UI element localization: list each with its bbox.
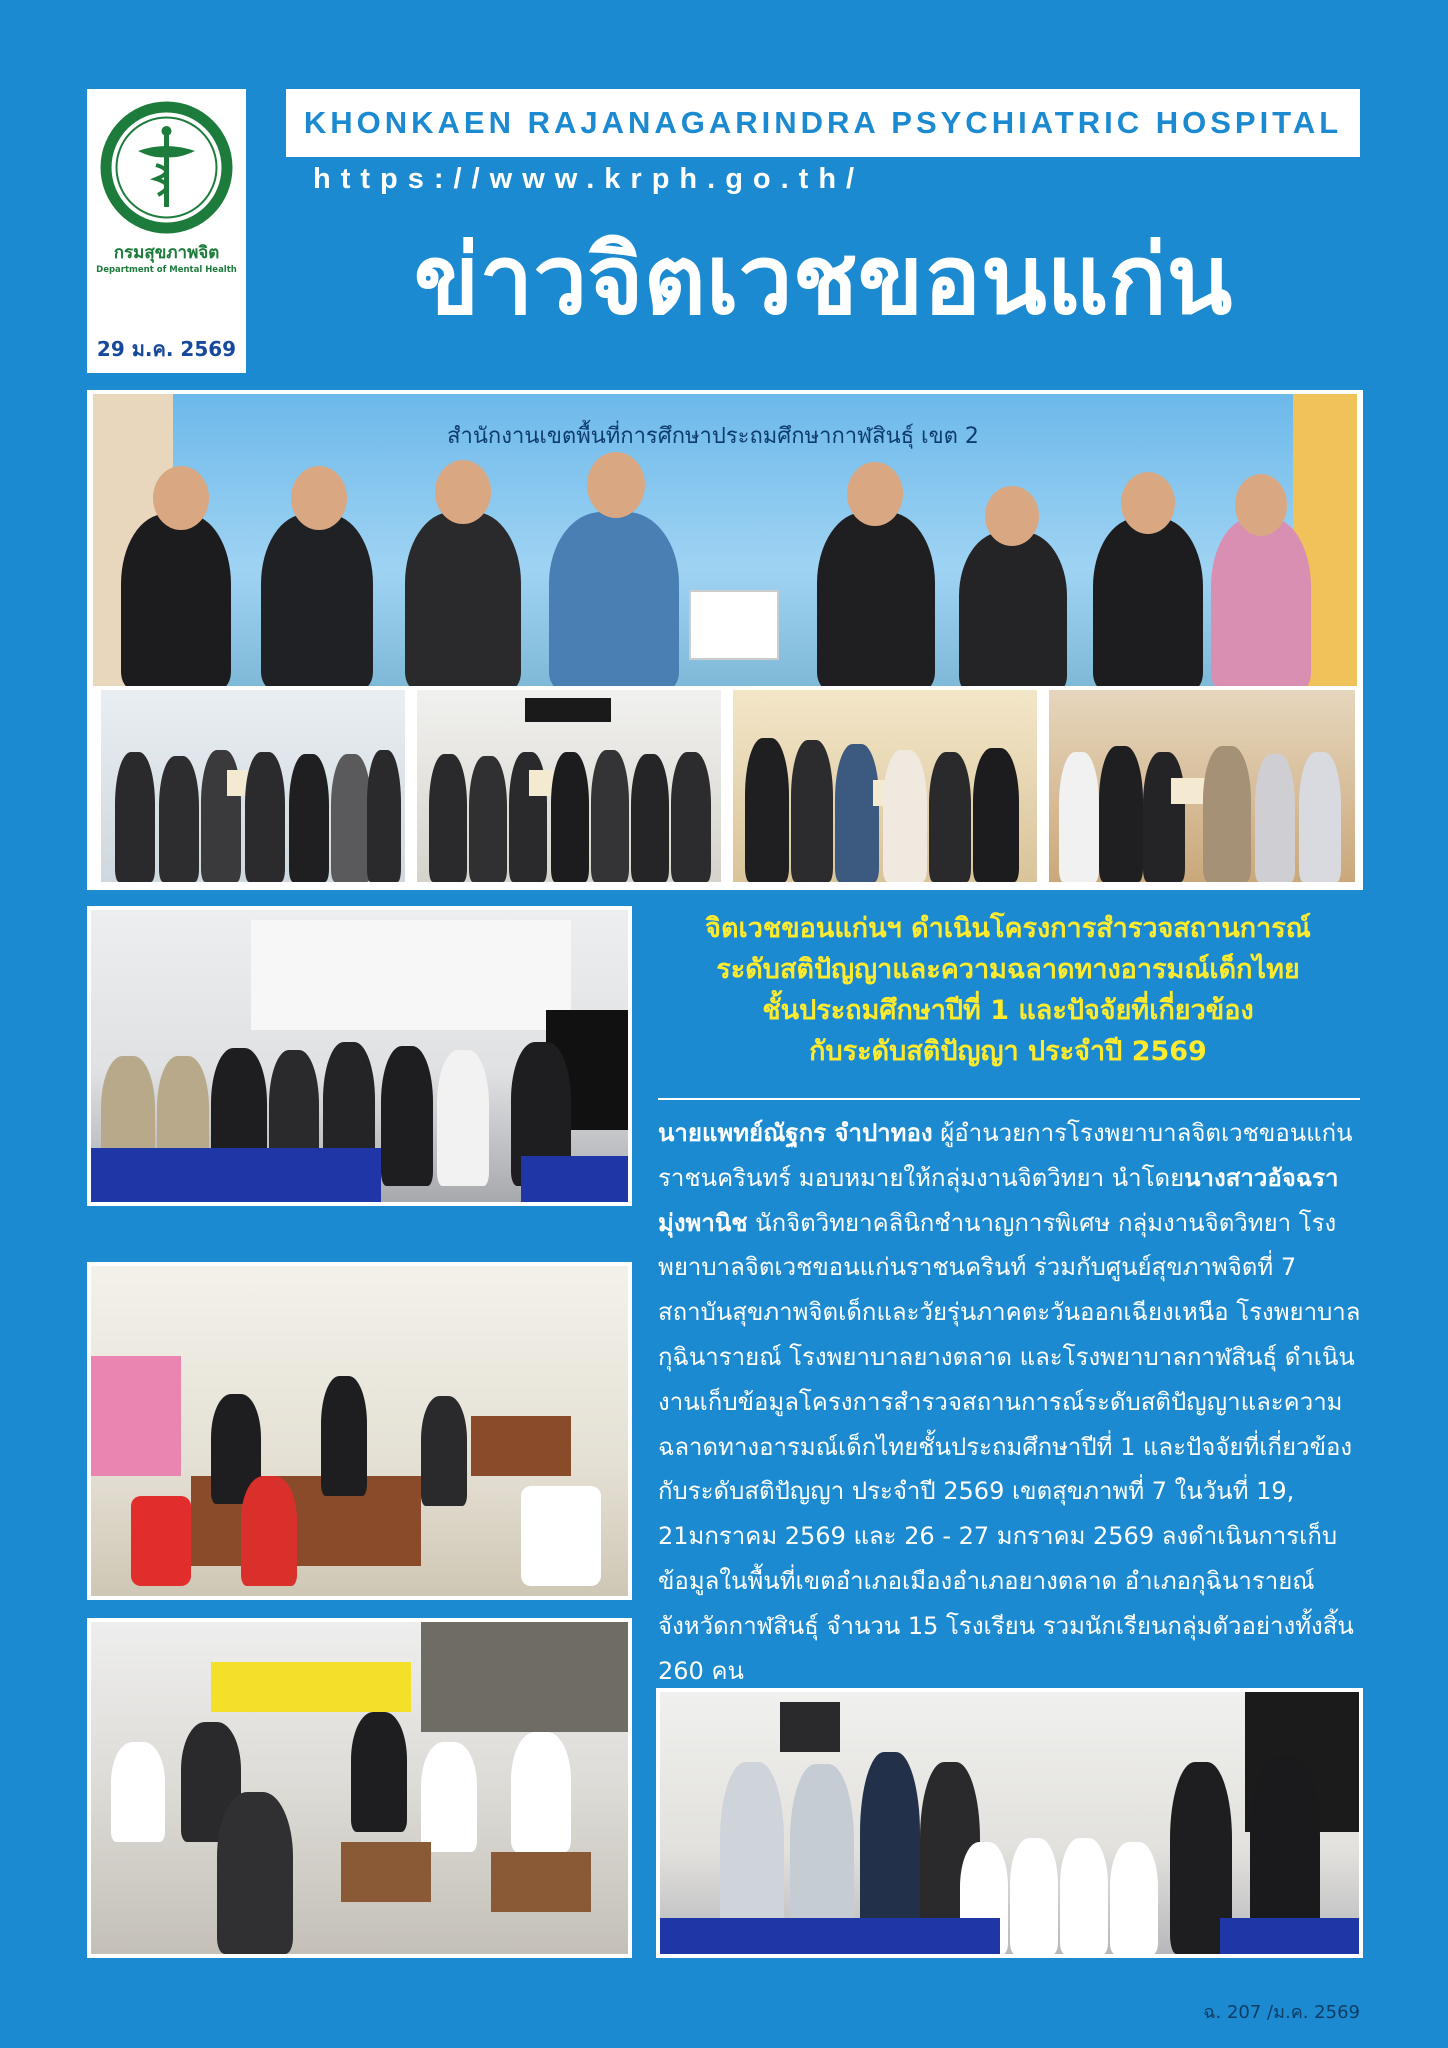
logo-card: [87, 89, 246, 373]
headline-line-3: ชั้นประถมศึกษาปีที่ 1 และปัจจัยที่เกี่ยวข้อง: [762, 995, 1254, 1026]
ministry-seal-logo: [98, 99, 235, 236]
website-url[interactable]: https://www.krph.go.th/: [313, 163, 865, 195]
group-photo-students: [656, 1688, 1363, 1958]
issue-number: ฉ. 207 /ม.ค. 2569: [1203, 2002, 1360, 2023]
article-body: [658, 1111, 1364, 1693]
department-name-english: Department of Mental Health: [96, 265, 237, 275]
headline-line-1: จิตเวชขอนแก่นฯ ดำเนินโครงการสำรวจสถานการณ์: [705, 913, 1311, 944]
headline-line-4: กับระดับสติปัญญา ประจำปี 2569: [809, 1036, 1207, 1067]
school-photo-1: [101, 690, 405, 882]
headline-line-2: ระดับสติปัญญาและความฉลาดทางอารมณ์เด็กไทย: [716, 954, 1300, 985]
article-headline: [648, 908, 1368, 1072]
leader-name: นางสาวอัจฉรา มุ่งพานิช: [658, 1163, 1339, 1237]
hospital-name: KHONKAEN RAJANAGARINDRA PSYCHIATRIC HOSPITAL: [303, 105, 1343, 140]
headline-divider: [658, 1098, 1360, 1100]
classroom-photo-2: [87, 1262, 632, 1600]
school-photo-3: [733, 690, 1037, 882]
school-photo-2: [417, 690, 721, 882]
director-name: นายแพทย์ณัฐกร จำปาทอง: [658, 1119, 933, 1147]
hospital-name-bar: [286, 89, 1360, 157]
group-photo-main: [93, 394, 1357, 686]
body-part-1: ผู้อำนวยการโรงพยาบาลจิตเวชขอนแก่นราชนครินทร์ มอบหมายให้กลุ่มงานจิตวิทยา นำโดย: [658, 1119, 1353, 1192]
department-name-thai: กรมสุขภาพจิต: [113, 243, 220, 263]
issue-date: 29 ม.ค. 2569: [96, 337, 237, 361]
masthead-title: ข่าวจิตเวชขอนแก่น: [413, 224, 1233, 336]
classroom-photo-3: [87, 1618, 632, 1958]
body-part-2: นักจิตวิทยาคลินิกชำนาญการพิเศษ กลุ่มงานจิตวิทยา โรงพยาบาลจิตเวชขอนแก่นราชนครินท์ ร่วมกับศูนย์สุขภาพจิตที่ 7 สถาบันสุขภาพจิตเด็กและวัยรุ่นภาคตะวันออกเฉียงเหนือ โรงพยาบาลกุฉินารายณ์ โรงพยาบาลยางตลาด และโรงพยาบาลกาฬสินธุ์ ดำเนินงานเก็บข้อมูลโครงการสำรวจสถานการณ์ระดับสติปัญญาและความฉลาดทางอารมณ์เด็กไทยชั้นประถมศึกษาปีที่ 1 และปัจจัยที่เกี่ยวข้องกับระดับสติปัญญา ประจำปี 2569 เขตสุขภาพที่ 7 ในวันที่ 19, 21มกราคม 2569 และ 26 - 27 มกราคม 2569 ลงดำเนินการเก็บข้อมูลในพื้นที่เขตอำเภอเมืองอำเภอยางตลาด อำเภอกุฉินารายณ์ จังหวัดกาฬสินธุ์ จำนวน 15 โรงเรียน รวมนักเรียนกลุ่มตัวอย่างทั้งสิ้น 260 คน: [658, 1208, 1361, 1685]
classroom-photo-1: [87, 906, 632, 1206]
top-photo-collage: [87, 390, 1363, 890]
school-photo-4: [1049, 690, 1355, 882]
photo-banner-text: สำนักงานเขตพื้นที่การศึกษาประถมศึกษากาฬสินธุ์ เขต 2: [447, 424, 979, 449]
